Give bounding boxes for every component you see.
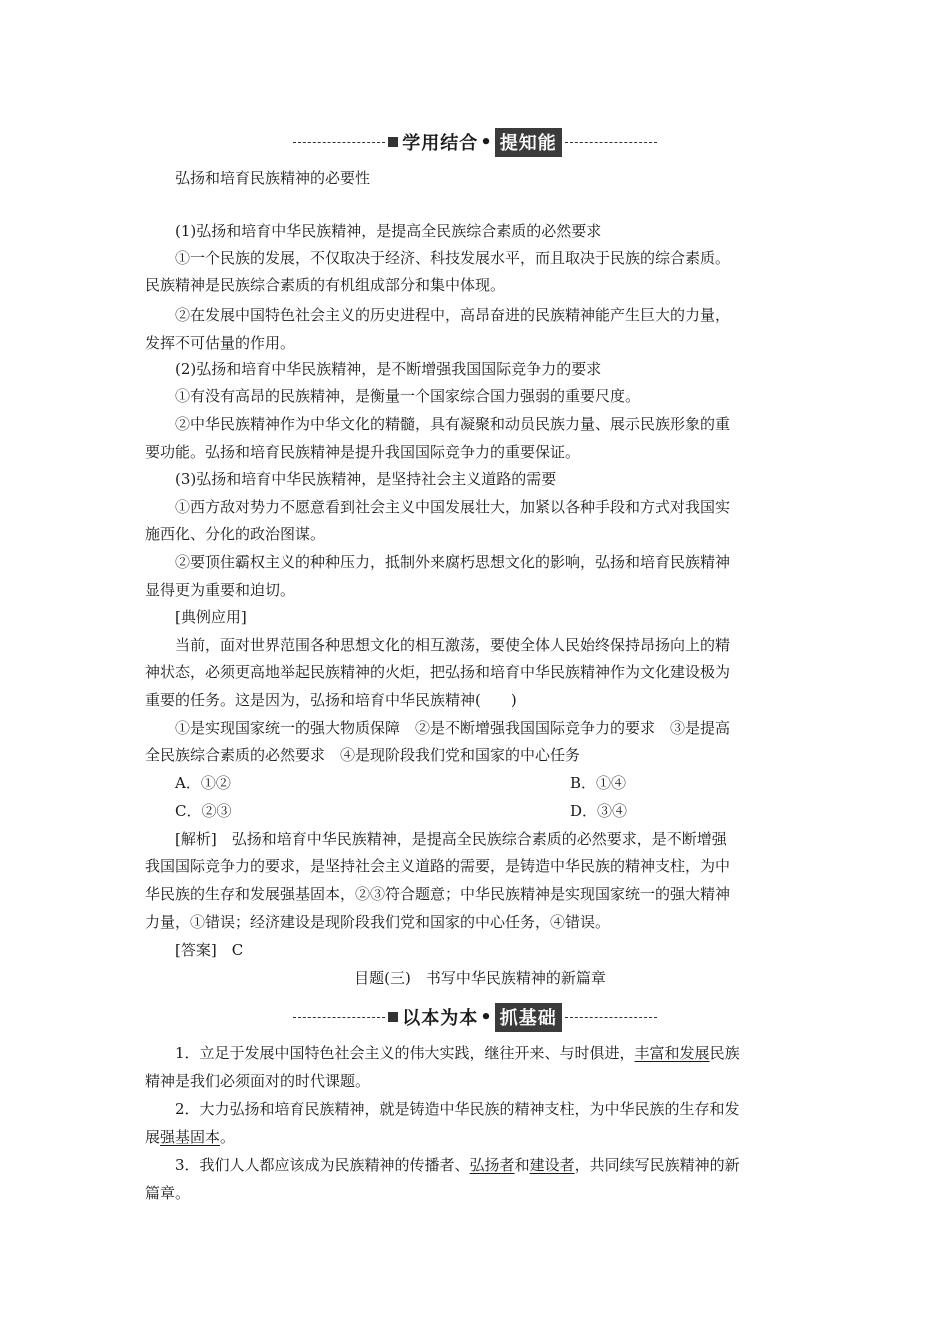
statement-list: 全民族综合素质的必然要求 ④是现阶段我们党和国家的中心任务 xyxy=(145,746,581,764)
item-text: 。 xyxy=(220,1128,236,1146)
section-banner-bottom xyxy=(0,1003,950,1031)
basic-item-2-cont xyxy=(145,1127,815,1147)
dashed-rule-left xyxy=(293,1017,385,1018)
square-bullet-icon xyxy=(388,1012,398,1022)
basic-item-1-cont: 精神是我们必须面对的时代课题。 xyxy=(145,1072,371,1090)
item-text: 3．我们人人都应该成为民族精神的传播者、 xyxy=(175,1156,470,1174)
dashed-rule-right xyxy=(565,1017,657,1018)
point-1-text: 发挥不可估量的作用。 xyxy=(145,334,296,352)
statement-list: ①是实现国家统一的强大物质保障 ②是不断增强我国国际竞争力的要求 ③是提高 xyxy=(175,719,731,737)
point-3-text: 显得更为重要和迫切。 xyxy=(145,581,296,599)
answer-text: [答案] C xyxy=(175,941,244,959)
option-a: A．①② xyxy=(175,774,231,792)
item-text: ，共同续写民族精神的新 xyxy=(574,1156,740,1174)
underlined-answer: 建设者 xyxy=(529,1156,575,1174)
basic-item-1 xyxy=(175,1043,815,1063)
dashed-rule-right xyxy=(565,142,657,143)
options-row-2 xyxy=(175,801,815,821)
point-3-text: ②要顶住霸权主义的种种压力，抵制外来腐朽思想文化的影响，弘扬和培育民族精神 xyxy=(175,553,731,571)
dashed-rule-left xyxy=(293,142,385,143)
option-b: B．①④ xyxy=(570,774,627,792)
analysis-text: 我国国际竞争力的要求，是坚持社会主义道路的需要，是铸造中华民族的精神支柱，为中 xyxy=(145,857,731,875)
section-heading: 弘扬和培育民族精神的必要性 xyxy=(175,169,371,187)
options-row-1 xyxy=(175,773,815,793)
banner-lead-text: 以本为本 xyxy=(402,1008,479,1029)
analysis-text: 华民族的生存和发展强基固本，②③符合题意；中华民族精神是实现国家统一的强大精神 xyxy=(145,885,731,903)
point-3-title: (3)弘扬和培育中华民族精神，是坚持社会主义道路的需要 xyxy=(175,470,557,488)
basic-item-3 xyxy=(175,1155,815,1175)
banner-box-label: 抓基础 xyxy=(495,1003,562,1032)
point-2-text: ②中华民族精神作为中华文化的精髓，具有凝聚和动员民族力量、展示民族形象的重 xyxy=(175,415,731,433)
example-label: [典例应用] xyxy=(175,608,247,626)
point-3-text: 施西化、分化的政治图谋。 xyxy=(145,525,326,543)
banner-separator: • xyxy=(480,131,492,153)
underlined-answer: 丰富和发展 xyxy=(634,1044,710,1062)
section-banner-top xyxy=(0,128,950,156)
point-3-text: ①西方敌对势力不愿意看到社会主义中国发展壮大，加紧以各种手段和方式对我国实 xyxy=(175,498,731,516)
point-1-title: (1)弘扬和培育中华民族精神，是提高全民族综合素质的必然要求 xyxy=(175,222,602,240)
analysis-text: [解析] 弘扬和培育中华民族精神，是提高全民族综合素质的必然要求，是不断增强 xyxy=(175,830,727,848)
point-2-text: ①有没有高昂的民族精神，是衡量一个国家综合国力强弱的重要尺度。 xyxy=(175,387,641,405)
underlined-answer: 强基固本 xyxy=(160,1128,221,1146)
question-text: 当前，面对世界范围各种思想文化的相互激荡，要使全体人民始终保持昂扬向上的精 xyxy=(175,636,731,654)
analysis-text: 力量，①错误；经济建设是现阶段我们党和国家的中心任务，④错误。 xyxy=(145,913,611,931)
item-text: 1．立足于发展中国特色社会主义的伟大实践，继往开来、与时俱进， xyxy=(175,1044,635,1062)
point-1-text: ①一个民族的发展，不仅取决于经济、科技发展水平，而且取决于民族的综合素质。 xyxy=(175,249,731,267)
point-1-text: 民族精神是民族综合素质的有机组成部分和集中体现。 xyxy=(145,276,506,294)
point-1-text: ②在发展中国特色社会主义的历史进程中，高昂奋进的民族精神能产生巨大的力量， xyxy=(175,306,731,324)
option-c: C．②③ xyxy=(175,802,232,820)
option-d: D．③④ xyxy=(570,802,628,820)
underlined-answer: 弘扬者 xyxy=(469,1156,515,1174)
point-2-title: (2)弘扬和培育中华民族精神，是不断增强我国国际竞争力的要求 xyxy=(175,360,602,378)
banner-separator: • xyxy=(480,1006,492,1028)
topic-title: 目题(三) 书写中华民族精神的新篇章 xyxy=(354,969,606,987)
basic-item-3-cont: 篇章。 xyxy=(145,1184,191,1202)
square-bullet-icon xyxy=(388,137,398,147)
item-text: 展 xyxy=(145,1128,161,1146)
point-2-text: 要功能。弘扬和培育民族精神是提升我国国际竞争力的重要保证。 xyxy=(145,443,581,461)
item-text: 和 xyxy=(514,1156,530,1174)
basic-item-2: 2．大力弘扬和培育民族精神，就是铸造中华民族的精神支柱，为中华民族的生存和发 xyxy=(175,1100,740,1118)
question-text: 重要的任务。这是因为，弘扬和培育中华民族精神( ) xyxy=(145,691,517,709)
banner-box-label: 提知能 xyxy=(495,128,562,157)
banner-lead-text: 学用结合 xyxy=(402,133,479,154)
item-text: 民族 xyxy=(709,1044,740,1062)
question-text: 神状态，必须更高地举起民族精神的火炬，把弘扬和培育中华民族精神作为文化建设极为 xyxy=(145,663,731,681)
